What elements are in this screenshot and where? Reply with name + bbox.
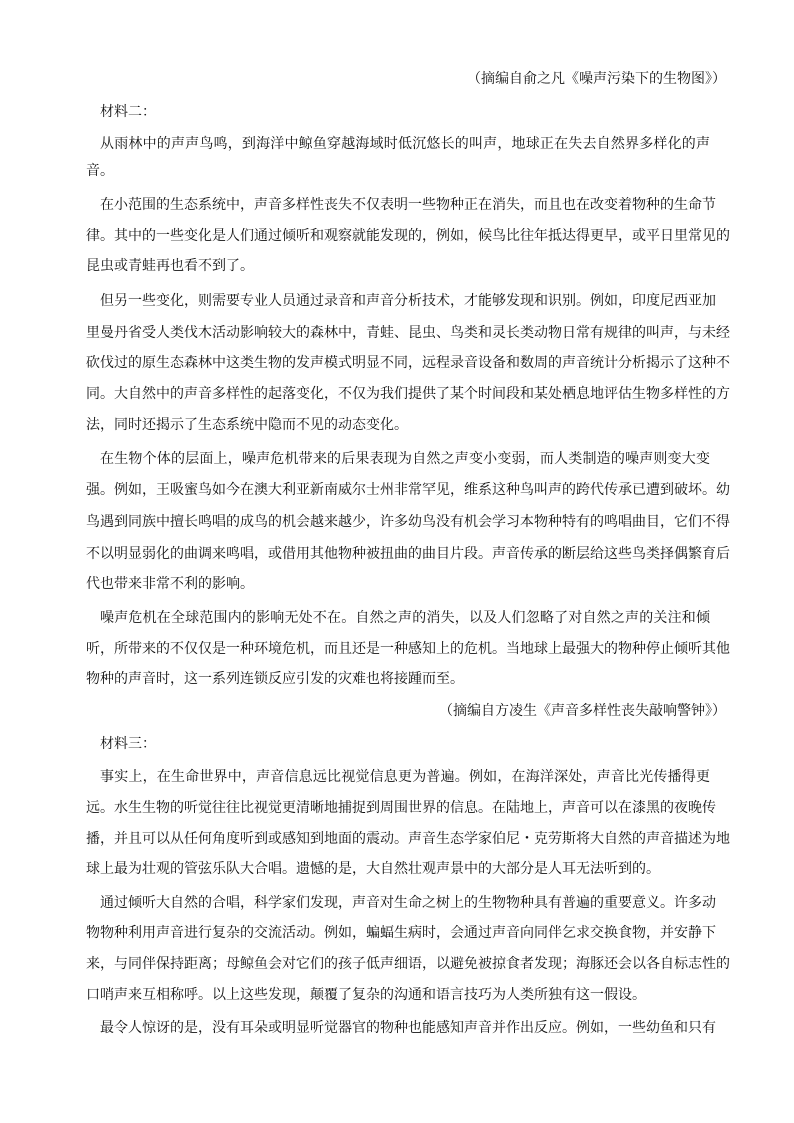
paragraph-line: 代也带来非常不利的影响。 xyxy=(86,576,254,592)
paragraph-line: 砍伐过的原生态森林中这类生物的发声模式明显不同，远程录音设备和数周的声音统计分析揭示了这种不 xyxy=(86,355,730,371)
paragraph-line: 从雨林中的声声鸟鸣，到海洋中鲸鱼穿越海域时低沉悠长的叫声，地球正在失去自然界多样化的声 xyxy=(100,136,710,152)
paragraph-line: 不以明显弱化的曲调来鸣唱，或借用其他物种被扭曲的曲目片段。声音传承的断层给这些鸟类择偶繁育后 xyxy=(86,546,730,562)
paragraph-line: 事实上，在生命世界中，声音信息远比视觉信息更为普遍。例如，在海洋深处，声音比光传播得更 xyxy=(100,769,710,785)
paragraph-line: 法，同时还揭示了生态系统中隐而不见的动态变化。 xyxy=(86,417,408,433)
paragraph-line: 听，所带来的不仅仅是一种环境危机，而且还是一种感知上的危机。当地球上最强大的物种停止倾听其他 xyxy=(86,641,730,657)
paragraph-line: 口哨声来互相称呼。以上这些发现，颠覆了复杂的沟通和语言技巧为人类所独有这一假设。 xyxy=(86,987,646,1003)
paragraph-line: 物种的声音时，这一系列连锁反应引发的灾难也将接踵而至。 xyxy=(86,671,464,687)
paragraph-line: 远。水生生物的听觉往往比视觉更清晰地捕捉到周围世界的信息。在陆地上，声音可以在漆黑的夜晚传 xyxy=(86,800,716,816)
material-2-heading: 材料二： xyxy=(100,104,156,120)
paragraph-line: 在生物个体的层面上，噪声危机带来的后果表现为自然之声变小变弱，而人类制造的噪声则变大变 xyxy=(100,451,710,467)
paragraph-line: 来，与同伴保持距离；母鲸鱼会对它们的孩子低声细语，以避免被掠食者发现；海豚还会以各自标志性的 xyxy=(86,956,730,972)
paragraph-line: 球上最为壮观的管弦乐队大合唱。遗憾的是，大自然壮观声景中的大部分是人耳无法听到的。 xyxy=(86,861,660,877)
paragraph-line: 通过倾听大自然的合唱，科学家们发现，声音对生命之树上的生物物种具有普遍的重要意义。许多动 xyxy=(100,895,716,911)
paragraph-line: 但另一些变化，则需要专业人员通过录音和声音分析技术，才能够发现和识别。例如，印度尼西亚加 xyxy=(100,293,716,309)
paragraph-line: 物物种利用声音进行复杂的交流活动。例如，蝙蝠生病时，会通过声音向同伴乞求交换食物，并安静下 xyxy=(86,925,716,941)
paragraph-line: 里曼丹省受人类伐木活动影响较大的森林中，青蛙、昆虫、鸟类和灵长类动物日常有规律的叫声，与未经 xyxy=(86,325,730,341)
paragraph-line: 音。 xyxy=(86,163,114,179)
paragraph-line: 鸟遇到同族中擅长鸣唱的成鸟的机会越来越少，许多幼鸟没有机会学习本物种特有的鸣唱曲目，它们不得 xyxy=(86,514,730,530)
source-citation-1: （摘编自俞之凡《噪声污染下的生物图》） xyxy=(467,71,726,87)
paragraph-line: 噪声危机在全球范围内的影响无处不在。自然之声的消失，以及人们忽略了对自然之声的关注和倾 xyxy=(100,610,710,626)
source-citation-2: （摘编自方凌生《声音多样性丧失敲响警钟》） xyxy=(439,703,726,719)
paragraph-line: 在小范围的生态系统中，声音多样性丧失不仅表明一些物种正在消失，而且也在改变着物种的生命节 xyxy=(100,197,716,213)
paragraph-line: 律。其中的一些变化是人们通过倾听和观察就能发现的，例如，候鸟比往年抵达得更早，或平日里常见的 xyxy=(86,228,730,244)
paragraph-line: 最令人惊讶的是，没有耳朵或明显听觉器官的物种也能感知声音并作出反应。例如，一些幼鱼和只有 xyxy=(100,1020,716,1036)
paragraph-line: 播，并且可以从任何角度听到或感知到地面的震动。声音生态学家伯尼・克劳斯将大自然的声音描述为地 xyxy=(86,831,730,847)
material-3-heading: 材料三： xyxy=(100,736,156,752)
paragraph-line: 强。例如，王吸蜜鸟如今在澳大利亚新南威尔士州非常罕见，维系这种鸟叫声的跨代传承已遭到破坏。幼 xyxy=(86,482,730,498)
paragraph-line: 昆虫或青蛙再也看不到了。 xyxy=(86,258,254,274)
paragraph-line: 同。大自然中的声音多样性的起落变化，不仅为我们提供了某个时间段和某处栖息地评估生物多样性的方 xyxy=(86,386,730,402)
